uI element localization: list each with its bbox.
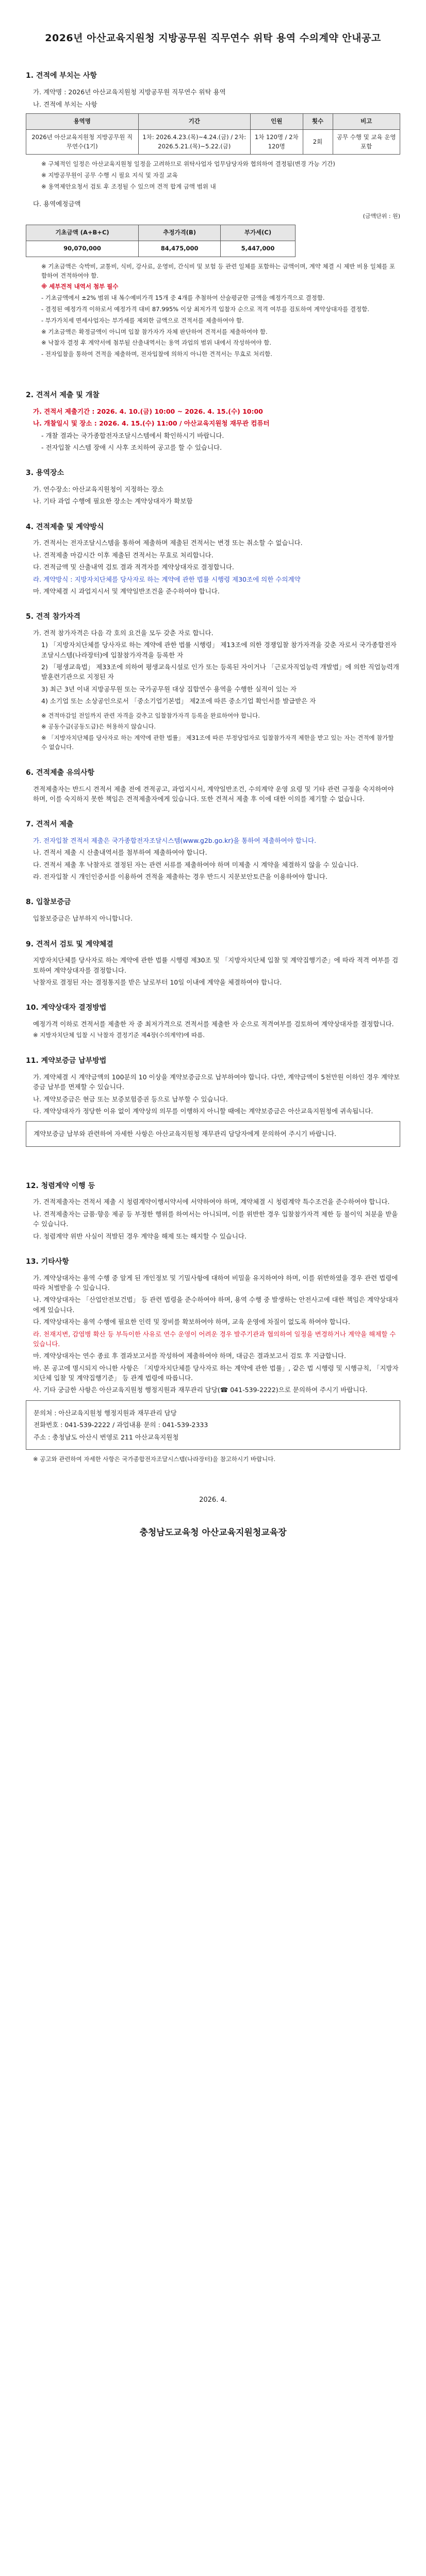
section-9-text: 지방자치단체를 당사자로 하는 계약에 관한 법률 시행령 제30조 및 「지방자치단체 입찰 및 계약집행기준」에 따라 적격 여부를 검토하여 계약상대자를 결정합니다. (33, 956, 399, 974)
section-3-text: 나. 기타 과업 수행에 필요한 장소는 계약상대자가 확보함 (33, 497, 193, 505)
closing-note: ※ 공고와 관련하여 자세한 사항은 국가종합전자조달시스템(나라장터)을 참고하시기 바랍니다. (33, 1455, 275, 1463)
deposit-info-text: 계약보증금 납부와 관련하여 자세한 사항은 아산교육지원청 재무관리 담당자에게 문의하여 주시기 바랍니다. (34, 1130, 337, 1138)
list-item: 다. 계약상대자가 정당한 이유 없이 계약상의 의무를 이행하지 아니할 때에는 계약보증금은 아산교육지원청에 귀속됩니다. (33, 1107, 373, 1115)
table-header-cell: 기초금액 (A+B+C) (26, 225, 139, 241)
section-heading-6: 6. 견적제출 유의사항 (26, 768, 94, 777)
issuing-agency: 충청남도교육청 아산교육지원청교육장 (139, 1527, 287, 1538)
section-1-subheading: 나. 견적에 부치는 사항 (33, 100, 97, 108)
table-header-cell: 비고 (333, 113, 400, 129)
section-heading-5: 5. 견적 참가자격 (26, 613, 80, 621)
estimated-price: 84,475,000 (138, 241, 220, 257)
section-heading-9: 9. 견적서 검토 및 계약체결 (26, 940, 113, 948)
table-header-cell: 인원 (251, 113, 303, 129)
list-item: 사. 기타 궁금한 사항은 아산교육지원청 행정지원과 재무관리 담당(☎ 041-539-2222)으로 문의하여 주시기 바랍니다. (33, 1386, 368, 1394)
section-5-note: ※ 「지방자치단체를 당사자로 하는 계약에 관한 법률」 제31조에 따른 부정당업자로 입찰참가자격 제한을 받고 있는 자는 견적에 참가할 수 없습니다. (41, 734, 394, 751)
table-header-row (26, 225, 296, 241)
section-8-text: 입찰보증금은 납부하지 아니합니다. (33, 914, 133, 923)
opening-datetime: 나. 개찰일시 및 장소 : 2026. 4. 15.(수) 11:00 / 아산교육지원청 재무관 컴퓨터 (33, 419, 270, 428)
table-cell: 1차: 2026.4.23.(목)~4.24.(금) / 2차: 2026.5.21.(목)~5.22.(금) (138, 129, 251, 155)
price-note: - 전자입찰을 통하여 견적을 제출하며, 전자입찰에 의하지 아니한 견적서는 무효로 처리함. (41, 350, 272, 358)
service-table (26, 113, 400, 155)
list-item: 다. 청렴계약 위반 사실이 적발된 경우 계약을 해제 또는 해지할 수 있습니다. (33, 1232, 247, 1240)
contact-line: 문의처 : 아산교육지원청 행정지원과 재무관리 담당 (34, 1409, 177, 1417)
list-item: 2) 「평생교육법」 제33조에 의하여 평생교육시설로 인가 또는 등록된 자이거나 「근로자직업능력 개발법」에 의한 직업능력개발훈련기관으로 지정된 자 (41, 663, 399, 681)
section-heading-7: 7. 견적서 제출 (26, 820, 74, 829)
vat-amount: 5,447,000 (221, 241, 295, 257)
section-heading-3: 3. 용역장소 (26, 469, 64, 478)
list-item: 나. 견적서 제출 시 산출내역서를 첨부하여 제출하여야 합니다. (33, 849, 207, 857)
list-item: 가. 견적서는 전자조달시스템을 통하여 제출하며 제출된 견적서는 변경 또는 취소할 수 없습니다. (33, 539, 303, 547)
section-5-note: ※ 공동수급(공동도급)은 허용하지 않습니다. (41, 723, 156, 731)
price-note: - 부가가치세 면세사업자는 부가세를 제외한 금액으로 견적서를 제출하여야 함. (41, 316, 244, 324)
list-item: 다. 계약상대자는 용역 수행에 필요한 인력 및 장비를 확보하여야 하며, 교육 운영에 차질이 없도록 하여야 합니다. (33, 1318, 350, 1326)
list-item: 나. 계약상대자는 「산업안전보건법」 등 관련 법령을 준수하여야 하며, 용역 수행 중 발생하는 안전사고에 대한 책임은 계약상대자에게 있습니다. (33, 1296, 399, 1314)
amount-unit: (금액단위 : 원) (363, 213, 400, 220)
section-10-note: ※ 지방자치단체 입찰 시 낙찰자 결정기준 제4장(수의계약)에 따름. (33, 1031, 205, 1039)
list-item: 나. 견적제출자는 금품·향응 제공 등 부정한 행위를 하여서는 아니되며, 이를 위반한 경우 입찰참가자격 제한 등 불이익 처분을 받을 수 있습니다. (33, 1210, 398, 1228)
contact-line: 전화번호 : 041-539-2222 / 과업내용 문의 : 041-539-2333 (34, 1421, 208, 1429)
table-header-cell: 부가세(C) (221, 225, 295, 241)
section-2-text: - 개찰 결과는 국가종합전자조달시스템에서 확인하시기 바랍니다. (41, 431, 224, 439)
section-heading-2: 2. 견적서 제출 및 개찰 (26, 391, 100, 400)
table-header-cell: 용역명 (26, 113, 139, 129)
document-title: 2026년 아산교육지원청 지방공무원 직무연수 위탁 용역 수의계약 안내공고 (45, 32, 381, 44)
list-item: 라. 전자입찰 시 개인인증서를 이용하여 견적을 제출하는 경우 반드시 지문보안토큰을 이용하여야 합니다. (33, 873, 327, 881)
table-cell: 2026년 아산교육지원청 지방공무원 직무연수(1기) (26, 129, 139, 155)
list-item: 나. 견적제출 마감시간 이후 제출된 견적서는 무효로 처리합니다. (33, 551, 214, 559)
contact-line: 주소 : 충청남도 아산시 번영로 211 아산교육지원청 (34, 1433, 179, 1441)
price-note: ※ 기초금액은 숙박비, 교통비, 식비, 강사료, 운영비, 간식비 및 보험 등 관련 일체를 포함하는 금액이며, 계약 체결 시 제반 비용 일체를 포함하여 견적하여야 함. (41, 262, 395, 279)
contact-box (26, 1400, 400, 1450)
price-note: ※ 기초금액은 확정금액이 아니며 입찰 참가자가 자체 판단하여 견적서를 제출하여야 함. (41, 328, 268, 335)
list-item: 다. 견적금액 및 산출내역 검토 결과 적격자를 계약상대자로 결정합니다. (33, 563, 234, 571)
notice-date: 2026. 4. (199, 1496, 227, 1504)
section-heading-8: 8. 입찰보증금 (26, 898, 71, 907)
table-note: ※ 지방공무원이 공무 수행 시 필요 지식 및 자질 교육 (41, 172, 178, 179)
table-cell: 공무 수행 및 교육 운영포함 (333, 129, 400, 155)
section-6-text: 견적제출자는 반드시 견적서 제출 전에 견적공고, 과업지시서, 계약일반조건, 수의계약 운영 요령 및 기타 관련 규정을 숙지하여야 하며, 이를 숙지하지 못한 책임은 견적제출자에게 있습니다. 또한 견적서 제출 후 이에 대한 이의를 제기할 수 없습니다. (33, 785, 394, 803)
section-5-note: ※ 견적마감일 전일까지 관련 자격을 갖추고 입찰참가자격 등록을 완료하여야 합니다. (41, 711, 260, 719)
table-row (26, 241, 296, 257)
estimated-price-heading: 다. 용역예정금액 (33, 199, 81, 208)
section-5-intro: 가. 견적 참가자격은 다음 각 호의 요건을 모두 갖춘 자로 합니다. (33, 629, 214, 637)
section-heading-10: 10. 계약상대자 결정방법 (26, 1004, 107, 1012)
price-note: ※ 세부견적 내역서 첨부 필수 (41, 283, 119, 291)
section-heading-1: 1. 견적에 부치는 사항 (26, 72, 97, 80)
list-item: 라. 천재지변, 감염병 확산 등 부득이한 사유로 연수 운영이 어려운 경우 발주기관과 협의하여 일정을 변경하거나 계약을 해제할 수 있습니다. (33, 1330, 396, 1348)
list-item: 4) 소기업 또는 소상공인으로서 「중소기업기본법」 제2조에 따른 중소기업 확인서를 발급받은 자 (41, 697, 316, 705)
table-header-cell: 기간 (138, 113, 251, 129)
contract-name: 가. 계약명 : 2026년 아산교육지원청 지방공무원 직무연수 위탁 용역 (33, 88, 226, 96)
price-table (26, 225, 296, 257)
table-header-row (26, 113, 400, 129)
table-row (26, 129, 400, 155)
base-amount: 90,070,000 (26, 241, 139, 257)
list-item: 나. 계약보증금은 현금 또는 보증보험증권 등으로 납부할 수 있습니다. (33, 1095, 228, 1103)
section-9-text: 낙찰자로 결정된 자는 결정통지를 받은 날로부터 10일 이내에 계약을 체결하여야 합니다. (33, 978, 282, 986)
section-heading-13: 13. 기타사항 (26, 1257, 69, 1266)
price-note: ※ 낙찰자 결정 후 계약서에 첨부될 산출내역서는 용역 과업의 범위 내에서 작성하여야 함. (41, 339, 271, 347)
list-item: 1) 「지방자치단체를 당사자로 하는 계약에 관한 법률 시행령」 제13조에 의한 경쟁입찰 참가자격을 갖춘 자로서 국가종합전자조달시스템(나라장터)에 입찰참가자격을 등록한 자 (41, 641, 397, 659)
section-2-text: - 전자입찰 시스템 장애 시 사후 조치하여 공고를 할 수 있습니다. (41, 443, 222, 451)
section-heading-4: 4. 견적제출 및 계약방식 (26, 522, 104, 531)
table-note: ※ 구체적인 일정은 아산교육지원청 일정을 고려하므로 위탁사업자 업무담당자와 협의하여 결정됨(변경 가능 기간) (41, 160, 335, 168)
price-note: - 기초금액에서 ±2% 범위 내 복수예비가격 15개 중 4개를 추첨하여 산술평균한 금액을 예정가격으로 결정함. (41, 294, 325, 302)
price-note: - 결정된 예정가격 이하로서 예정가격 대비 87.995% 이상 최저가격 입찰자 순으로 적격 여부를 검토하여 계약상대자를 결정함. (41, 306, 369, 313)
section-heading-11: 11. 계약보증금 납부방법 (26, 1057, 107, 1065)
section-3-text: 가. 연수장소: 아산교육지원청이 지정하는 장소 (33, 485, 164, 493)
table-note: ※ 용역제안요청서 검토 후 조정될 수 있으며 견적 합계 금액 범위 내 (41, 182, 216, 190)
table-header-cell: 추정가격(B) (138, 225, 220, 241)
section-10-text: 예정가격 이하로 견적서를 제출한 자 중 최저가격으로 견적서를 제출한 자 순으로 적격여부를 검토하여 계약상대자를 결정합니다. (33, 1020, 394, 1028)
table-cell: 2회 (303, 129, 333, 155)
submission-period: 가. 견적서 제출기간 : 2026. 4. 10.(금) 10:00 ~ 2026. 4. 15.(수) 10:00 (33, 407, 263, 415)
list-item: 3) 최근 3년 이내 지방공무원 또는 국가공무원 대상 집합연수 용역을 수행한 실적이 있는 자 (41, 685, 297, 693)
list-item: 마. 계약체결 시 과업지시서 및 계약일반조건을 준수하여야 합니다. (33, 587, 220, 595)
table-cell: 1차 120명 / 2차 120명 (251, 129, 303, 155)
section-heading-12: 12. 청렴계약 이행 등 (26, 1181, 95, 1190)
list-item: 마. 계약상대자는 연수 종료 후 결과보고서를 작성하여 제출하여야 하며, 대금은 결과보고서 검토 후 지급합니다. (33, 1352, 346, 1360)
list-item: 바. 본 공고에 명시되지 아니한 사항은 「지방자치단체를 당사자로 하는 계약에 관한 법률」, 같은 법 시행령 및 시행규칙, 「지방자치단체 입찰 및 계약집행기준」 등 관계 법령에 따릅니다. (33, 1364, 399, 1382)
table-header-cell: 횟수 (303, 113, 333, 129)
list-item: 가. 계약체결 시 계약금액의 100분의 10 이상을 계약보증금으로 납부하여야 합니다. 다만, 계약금액이 5천만원 이하인 경우 계약보증금 납부를 면제할 수 있습니다. (33, 1073, 400, 1091)
list-item: 가. 계약상대자는 용역 수행 중 알게 된 개인정보 및 기밀사항에 대하여 비밀을 유지하여야 하며, 이를 위반하였을 경우 관련 법령에 따라 처벌받을 수 있습니다. (33, 1274, 398, 1292)
list-item: 가. 견적제출자는 견적서 제출 시 청렴계약이행서약서에 서약하여야 하며, 계약체결 시 청렴계약 특수조건을 준수하여야 합니다. (33, 1198, 390, 1206)
list-item: 가. 전자입찰 견적서 제출은 국가종합전자조달시스템(www.g2b.go.kr)을 통하여 제출하여야 합니다. (33, 836, 317, 844)
list-item: 다. 견적서 제출 후 낙찰자로 결정된 자는 관련 서류를 제출하여야 하며 미제출 시 계약을 체결하지 않을 수 있습니다. (33, 860, 358, 869)
list-item: 라. 계약방식 : 지방자치단체를 당사자로 하는 계약에 관한 법률 시행령 제30조에 의한 수의계약 (33, 575, 301, 583)
deposit-info-box (26, 1121, 400, 1146)
